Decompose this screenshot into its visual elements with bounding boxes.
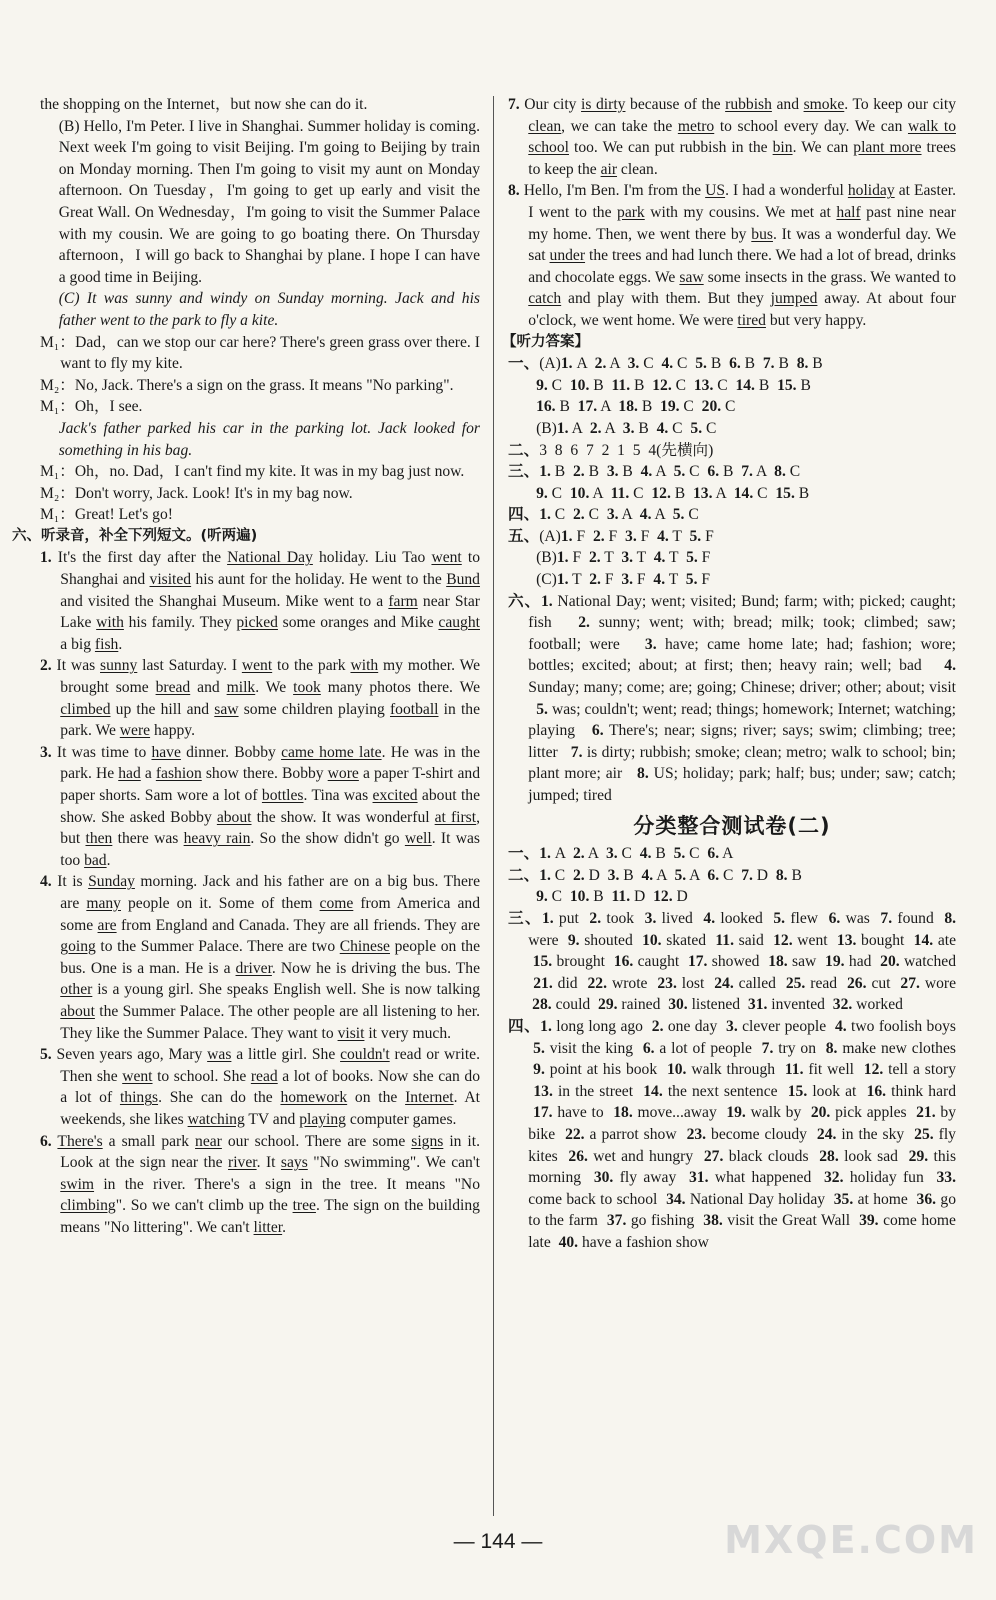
dialogue-line: M₁：Oh，I see. <box>40 398 143 416</box>
passage-3: 3. It was time to have dinner. Bobby came home late. He was in the park. He had a fashion show there. Bobby wore a paper T-shirt and paper shorts. Sam wore a lot of bottles. Tina was excited about the show. She asked Bobby about the show. It was wonderful at first, but then there was heavy rain. So the show didn't go well. It was too bad. <box>40 743 481 869</box>
answer-line: 三、1. put 2. took 3. lived 4. looked 5. flew 6. was 7. found 8. were 9. shouted 10. skated 11. said 12. went 13. bought 14. ate 15. brought 16. caught 17. showed 18. saw 19. had 20. watched 21. did 22. wrote 23. lost 24. called 25. read 26. cut 27. wore 28. could 29. rained 30. listened 31. invented 32. worked <box>508 909 957 1014</box>
dialogue-line: M₂：No, Jack. There's a sign on the grass. It means "No parking". <box>40 376 454 394</box>
answer-line: 一、(A)1. A 2. A 3. C 4. C 5. B 6. B 7. B 8. B 9. C 10. B 11. B 12. C 13. C 14. B 15. B 16. B 17. A 18. B 19. C 20. C (B)1. A 2. A 3. B 4. C 5. C <box>508 355 823 437</box>
dialogue-line: M₁：Dad，can we stop our car here? There's green grass over there. I want to fly my kite. <box>40 333 480 373</box>
passage-6: 6. There's a small park near our school. There are some signs in it. Look at the sign near the river. It says "No swimming". We can't swim in the river. There's a sign in the tree. It means "No climbing". So we can't climb up the tree. The sign on the building means "No littering". We can't litter. <box>40 1132 480 1236</box>
dialogue-line: M₂：Don't worry, Jack. Look! It's in my bag now. <box>40 484 353 502</box>
right-column <box>502 94 957 1253</box>
answer-line: 六、1. National Day; went; visited; Bund; farm; with; picked; caught; fish 2. sunny; went; with; bread; milk; took; climbed; saw; football; were 3. have; came home late; had; fashion; wore; bottles; excited; about; at first; then; heavy rain; well; bad 4. Sunday; many; come; are; going; Chinese; driver; other; about; visit 5. was; couldn't; went; read; things; homework; Internet; watching; playing 6. There's; near; signs; river; says; swim; climbing; tree; litter 7. is dirty; rubbish; smoke; clean; metro; walk to school; bin; plant more; air 8. US; holiday; park; half; bus; under; saw; catch; jumped; tired <box>508 592 956 804</box>
passage-b: (B) Hello, I'm Peter. I live in Shanghai. Summer holiday is coming. Next week I'm going to visit Beijing. I'm going to Beijing by train on Monday morning. Then I'm going to visit my aunt on Monday afternoon. On Tuesday，I'm going to get up early and visit the Great Wall. On Wednesday，I'm going to visit the Summer Palace with my cousin. We are going to go boating there. On Thursday afternoon，I will go back to Shanghai by plane. I hope I can have a good time in Beijing. <box>58 117 480 286</box>
answers-heading: 【听力答案】 <box>502 333 589 350</box>
answer-line: 一、1. A 2. A 3. C 4. B 5. C 6. A <box>508 845 734 863</box>
narration: Jack's father parked his car in the parking lot. Jack looked for something in his bag. <box>58 419 480 459</box>
passage-2: 2. It was sunny last Saturday. I went to the park with my mother. We brought some bread and milk. We took many photos there. We climbed up the hill and saw some children playing football in the park. We were happy. <box>40 657 481 740</box>
text-line: the shopping on the Internet，but now she can do it. <box>40 96 368 113</box>
answer-line: 二、1. C 2. D 3. B 4. A 5. A 6. C 7. D 8. B 9. C 10. B 11. D 12. D <box>508 866 802 906</box>
page-number: — 144 — <box>453 1530 543 1553</box>
passage-5: 5. Seven years ago, Mary was a little girl. She couldn't read or write. Then she went to school. She read a lot of books. Now she can do a lot of things. She can do the homework on the Internet. At weekends, she likes watching TV and playing computer games. <box>40 1046 480 1128</box>
passage-7: 7. Our city is dirty because of the rubbish and smoke. To keep our city clean, we can take the metro to school every day. We can walk to school too. We can put rubbish in the bin. We can plant more trees to keep the air clean. <box>508 96 956 178</box>
answer-line: 三、1. B 2. B 3. B 4. A 5. C 6. B 7. A 8. C 9. C 10. A 11. C 12. B 13. A 14. C 15. B <box>508 463 810 502</box>
dialogue-line: M₁：Oh，no. Dad，I can't find my kite. It was in my bag just now. <box>40 463 465 481</box>
test-title: 分类整合测试卷(二) <box>633 813 831 838</box>
watermark-logo: MXQE.COM <box>724 1518 978 1562</box>
left-column <box>12 94 481 1238</box>
answer-line: 五、(A)1. F 2. F 3. F 4. T 5. F (B)1. F 2. T 3. T 4. T 5. F (C)1. T 2. F 3. F 4. T 5. F <box>508 527 714 589</box>
section-six-heading: 六、听录音，补全下列短文。(听两遍) <box>12 527 258 544</box>
passage-8: 8. Hello, I'm Ben. I'm from the US. I had a wonderful holiday at Easter. I went to the park with my cousins. We met at half past nine near my home. Then, we went there by bus. It was a wonderful day. We sat under the trees and had lunch there. We had a lot of bread, drinks and chocolate eggs. We saw some insects in the grass. We wanted to catch and play with them. But they jumped away. At about four o'clock, we went home. We were tired but very happy. <box>508 182 956 329</box>
column-divider <box>493 96 494 1516</box>
answer-line: 四、1. C 2. C 3. A 4. A 5. C <box>508 506 699 524</box>
passage-c-intro: (C) It was sunny and windy on Sunday morning. Jack and his father went to the park to fly a kite. <box>58 290 480 329</box>
answer-line: 四、1. long long ago 2. one day 3. clever people 4. two foolish boys 5. visit the king 6. a lot of people 7. try on 8. make new clothes 9. point at his book 10. walk through 11. fit well 12. tell a story 13. in the street 14. the next sentence 15. look at 16. think hard 17. have to 18. move...away 19. walk by 20. pick apples 21. by bike 22. a parrot show 23. become cloudy 24. in the sky 25. fly kites 26. wet and hungry 27. black clouds 28. look sad 29. this morning 30. fly away 31. what happened 32. holiday fun 33. come back to school 34. National Day holiday 35. at home 36. go to the farm 37. go fishing 38. visit the Great Wall 39. come home late 40. have a fashion show <box>508 1017 957 1251</box>
passage-4: 4. It is Sunday morning. Jack and his father are on a big bus. There are many people on it. Some of them come from America and some are from England and Canada. They are all friends. They are going to the Summer Palace. There are two Chinese people on the bus. One is a man. He is a driver. Now he is driving the bus. The other is a young girl. She speaks English well. She is now talking about the Summer Palace. The other people are all listening to her. They like the Summer Palace. They want to visit it very much. <box>40 873 481 1042</box>
answer-line: 二、3 8 6 7 2 1 5 4(先横向) <box>508 441 714 459</box>
dialogue-line: M₁：Great! Let's go! <box>40 506 173 524</box>
passage-1: 1. It's the first day after the National Day holiday. Liu Tao went to Shanghai and visited his aunt for the holiday. He went to the Bund and visited the Shanghai Museum. Mike went to a farm near Star Lake with his family. They picked some oranges and Mike caught a big fish. <box>40 549 481 653</box>
